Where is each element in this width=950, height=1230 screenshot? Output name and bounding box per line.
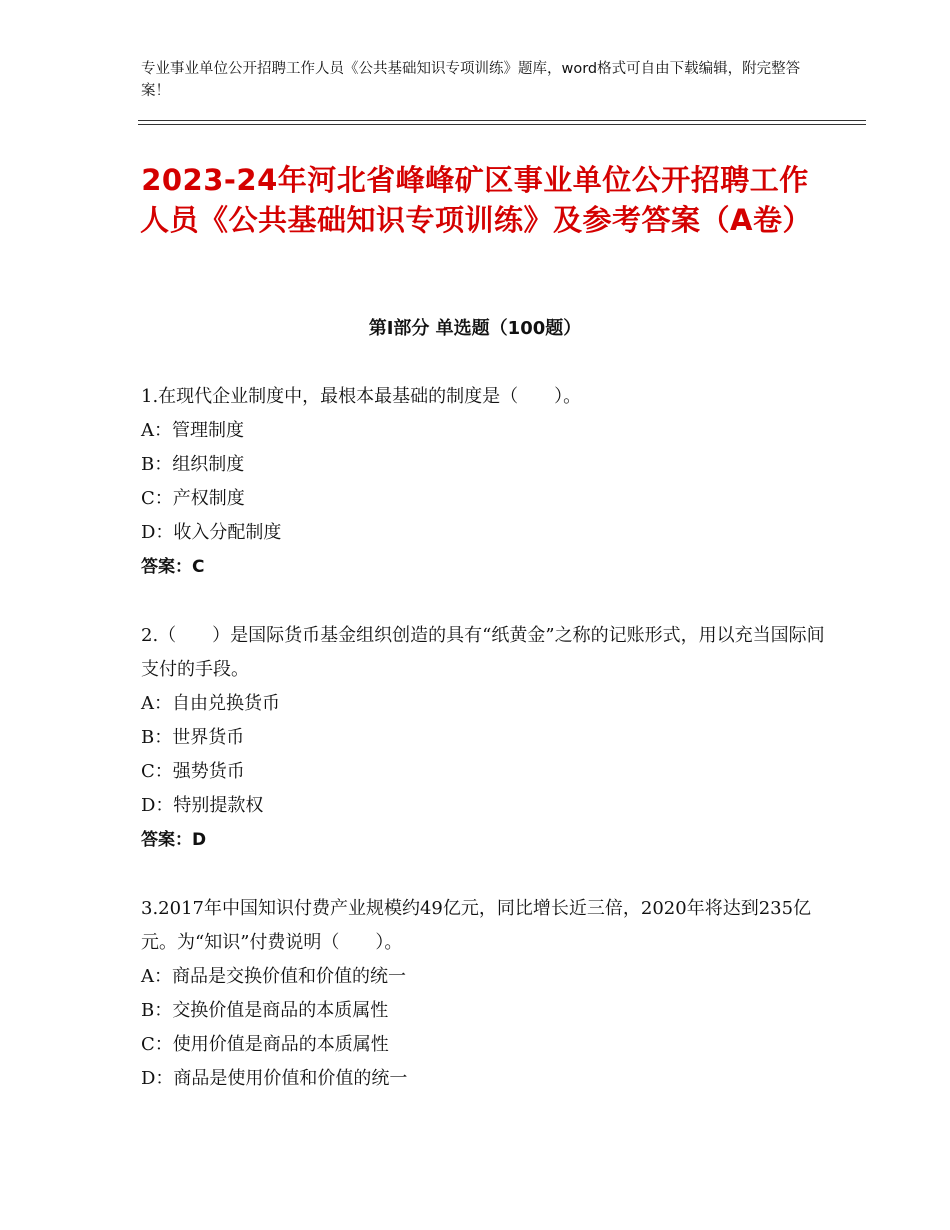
option-b: B：交换价值是商品的本质属性 xyxy=(141,1000,389,1021)
section-heading: 第Ⅰ部分 单选题（100题） xyxy=(368,318,582,339)
option-c: C：强势货币 xyxy=(141,761,245,782)
question-2 xyxy=(141,619,831,857)
option-a: A：自由兑换货币 xyxy=(141,693,280,714)
option-d: D：商品是使用价值和价值的统一 xyxy=(141,1068,408,1089)
question-1 xyxy=(141,380,831,584)
option-c: C：产权制度 xyxy=(141,488,245,509)
option-d: D：特别提款权 xyxy=(141,795,264,816)
option-a: A：商品是交换价值和价值的统一 xyxy=(141,966,406,987)
option-c: C：使用价值是商品的本质属性 xyxy=(141,1034,389,1055)
answer-label: 答案：C xyxy=(141,557,205,577)
option-a: A：管理制度 xyxy=(141,420,244,441)
header-divider xyxy=(138,120,866,125)
answer-label: 答案：D xyxy=(141,830,207,850)
option-b: B：世界货币 xyxy=(141,727,245,748)
question-stem: 2.（ ）是国际货币基金组织创造的具有“纸黄金”之称的记账形式，用以充当国际间支付的手段。 xyxy=(141,625,825,680)
question-stem: 1.在现代企业制度中，最根本最基础的制度是（ ）。 xyxy=(141,386,582,407)
document-title: 2023-24年河北省峰峰矿区事业单位公开招聘工作人员《公共基础知识专项训练》及参考答案（A卷） xyxy=(140,163,812,237)
header-note: 专业事业单位公开招聘工作人员《公共基础知识专项训练》题库，word格式可自由下载编辑，附完整答案！ xyxy=(141,61,801,99)
option-d: D：收入分配制度 xyxy=(141,522,282,543)
question-stem: 3.2017年中国知识付费产业规模约49亿元，同比增长近三倍，2020年将达到235亿元。为“知识”付费说明（ ）。 xyxy=(141,898,812,953)
option-b: B：组织制度 xyxy=(141,454,245,475)
question-3 xyxy=(141,892,831,1096)
